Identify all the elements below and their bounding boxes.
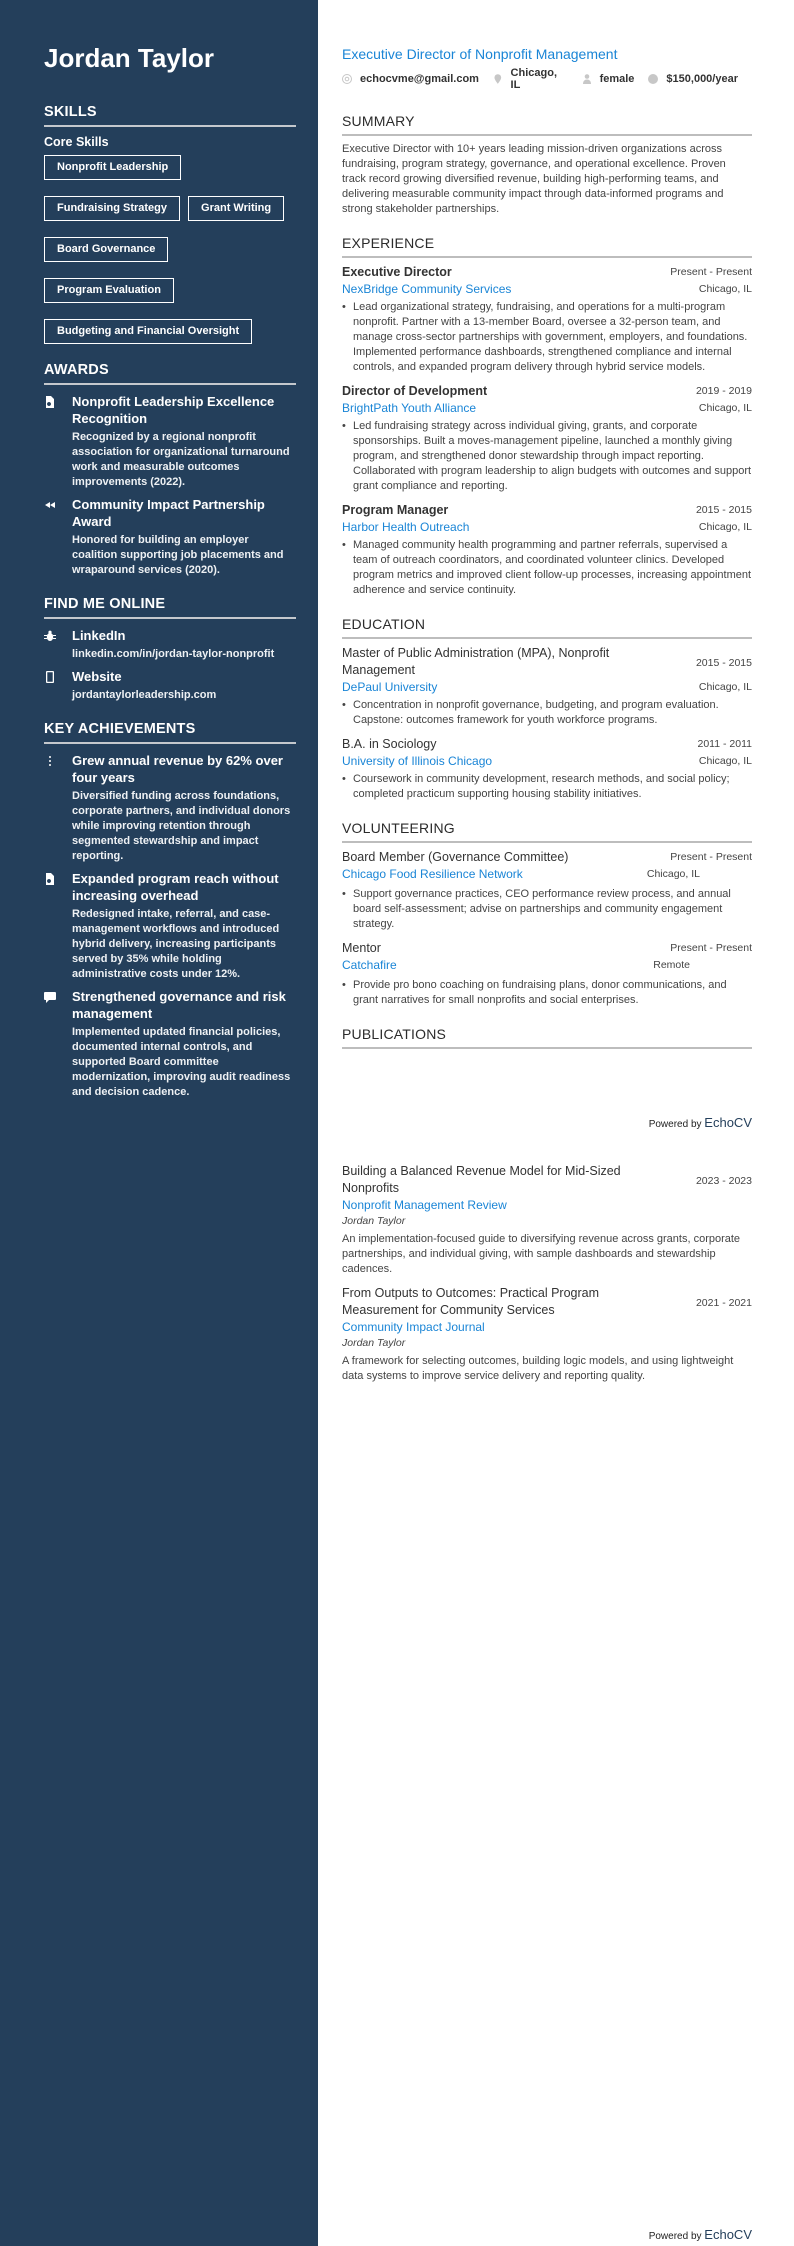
skill-tag: Program Evaluation: [44, 278, 174, 303]
education-heading: EDUCATION: [342, 616, 752, 639]
online-item-website[interactable]: [44, 668, 296, 703]
bullet-item: • Coursework in community development, research methods, and social policy; completed practicum supporting housing stability initiatives.: [342, 772, 752, 802]
date-range: Present - Present: [670, 851, 752, 863]
skills-section: [44, 104, 296, 344]
bullet-item: • Concentration in nonprofit governance, budgeting, and program evaluation. Capstone: outcomes framework for youth workforce programs.: [342, 698, 752, 728]
online-section: [44, 596, 296, 703]
publication-title: Building a Balanced Revenue Model for Mid-Sized Nonprofits: [342, 1164, 621, 1195]
author-name: Jordan Taylor: [342, 1337, 406, 1349]
powered-label: Powered by: [648, 1119, 702, 1130]
education-entry: [342, 736, 752, 802]
volunteering-entry: [342, 940, 752, 1008]
location: Chicago, IL: [698, 755, 752, 767]
skill-tag: Nonprofit Leadership: [44, 155, 181, 180]
powered-by-footer: [649, 1115, 752, 1130]
location: Chicago, IL: [698, 283, 752, 295]
mobile-icon: [44, 668, 72, 703]
degree-title: Master of Public Administration (MPA), Nonprofit Management: [342, 646, 610, 677]
organization-name: NexBridge Community Services: [342, 282, 512, 296]
at-icon: [342, 74, 352, 84]
awards-heading: AWARDS: [44, 362, 296, 385]
bullet-item: • Managed community health programming and partner referrals, supervised a team of outreach coordinators, and coordinated volunteer clinics. Developed program metrics and improved client follow-up processes, increasing appointment adherence and service continuity.: [342, 538, 752, 598]
date-range: 2019 - 2019: [695, 385, 752, 397]
publisher-name: Nonprofit Management Review: [342, 1198, 507, 1212]
publication-entry: [342, 1285, 752, 1384]
candidate-name: Jordan Taylor: [44, 43, 215, 73]
date-range: 2011 - 2011: [697, 738, 752, 750]
rewind-icon: [44, 496, 72, 578]
bug-icon: [44, 627, 72, 662]
contact-email[interactable]: [342, 73, 479, 85]
organization-name: Catchafire: [342, 958, 397, 972]
online-item-linkedin[interactable]: [44, 627, 296, 662]
location-text: Chicago, IL: [510, 67, 557, 91]
organization-name: Harbor Health Outreach: [342, 520, 470, 534]
website-link[interactable]: jordantaylorleadership.com: [72, 689, 217, 701]
skill-tag: Fundraising Strategy: [44, 196, 180, 221]
publications-section: [342, 1026, 752, 1049]
summary-text: Executive Director with 10+ years leading mission-driven organizations across fundraising, program strategy, governance, and operational excellence. Proven track record growing diversified revenue, building high-performing teams, and delivering measurable community impact through data-informed programs and strong stakeholder partnerships.: [342, 143, 726, 215]
salary-text: $150,000/year: [666, 73, 738, 85]
sidebar: [0, 0, 318, 2246]
skill-tag: Budgeting and Financial Oversight: [44, 319, 252, 344]
comment-icon: [44, 988, 72, 1100]
location: Chicago, IL: [698, 681, 752, 693]
organization-name: BrightPath Youth Alliance: [342, 401, 477, 415]
volunteering-heading: VOLUNTEERING: [342, 820, 752, 843]
achievements-section: [44, 721, 296, 1100]
location: Chicago, IL: [646, 868, 700, 880]
date-range: 2023 - 2023: [695, 1175, 752, 1187]
experience-entry: [342, 502, 752, 598]
publication-entry: [342, 1163, 752, 1277]
bullet-item: • Led fundraising strategy across individual giving, grants, and corporate sponsorships. Built a moves-management pipeline, launched a monthly giving program, and strengthened donor stewardship through impact reporting. Collaborated with program leadership to align budgets with outcomes and support grant compliance and reporting.: [342, 419, 752, 494]
date-range: Present - Present: [670, 942, 752, 954]
contact-location: [493, 67, 568, 91]
achievement-desc: Redesigned intake, referral, and case-management workflows and introduced hybrid delivery, increasing participants served by 35% while holding administrative costs under 12%.: [72, 908, 280, 980]
file-certificate-icon: [44, 393, 72, 490]
date-range: Present - Present: [670, 266, 752, 278]
publication-desc: An implementation-focused guide to diversifying revenue across grants, corporate partnerships, and individual giving, with sample dashboards and stewardship cadences.: [342, 1233, 741, 1275]
school-name: DePaul University: [342, 680, 438, 694]
achievement-title: Strengthened governance and risk management: [72, 989, 286, 1021]
achievement-title: Expanded program reach without increasing overhead: [72, 871, 279, 903]
degree-title: B.A. in Sociology: [342, 737, 437, 751]
position-title: Program Manager: [342, 503, 449, 517]
map-pin-icon: [493, 74, 503, 84]
experience-section: [342, 235, 752, 598]
skills-group-label: Core Skills: [44, 135, 109, 149]
volunteering-entry: [342, 849, 752, 932]
contact-bar: [342, 67, 752, 91]
skill-tags: [44, 155, 296, 344]
role-title: Board Member (Governance Committee): [342, 850, 569, 864]
contact-salary: [648, 73, 738, 85]
award-title: Nonprofit Leadership Excellence Recognition: [72, 394, 275, 426]
publications-heading: PUBLICATIONS: [342, 1026, 752, 1049]
education-entry: [342, 645, 752, 728]
organization-name: Chicago Food Resilience Network: [342, 867, 523, 881]
achievements-heading: KEY ACHIEVEMENTS: [44, 721, 296, 744]
brand-name[interactable]: EchoCV: [704, 1115, 752, 1130]
main-content: [342, 46, 752, 1067]
achievement-item: [44, 752, 296, 864]
award-desc: Honored for building an employer coalition supporting job placements and wraparound services (2020).: [72, 534, 284, 576]
school-name: University of Illinois Chicago: [342, 754, 493, 768]
date-range: 2015 - 2015: [695, 657, 752, 669]
achievement-desc: Implemented updated financial policies, documented internal controls, and supported Board committee modernization, improving audit readiness and decision cadence.: [72, 1026, 291, 1098]
bullet-item: • Lead organizational strategy, fundraising, and operations for a multi-program nonprofit. Partner with a 13-member Board, oversee a 32-person team, and manage cross-sector partnerships with government, employers, and foundations. Implemented performance dashboards, strengthened compliance and internal controls, and expanded program delivery through hybrid service models.: [342, 300, 752, 375]
achievement-item: [44, 988, 296, 1100]
job-title: Executive Director of Nonprofit Management: [342, 46, 618, 62]
experience-entry: [342, 264, 752, 375]
achievement-item: [44, 870, 296, 982]
online-heading: FIND ME ONLINE: [44, 596, 296, 619]
summary-heading: SUMMARY: [342, 113, 752, 136]
dollar-coin-icon: [648, 74, 658, 84]
volunteering-section: [342, 820, 752, 1008]
vertical-dots-icon: [44, 752, 72, 864]
education-section: [342, 616, 752, 802]
award-desc: Recognized by a regional nonprofit association for organizational turnaround work and measurable outcomes improvements (2022).: [72, 431, 290, 488]
bullet-item: • Provide pro bono coaching on fundraising plans, donor communications, and grant narratives for small nonprofits and social enterprises.: [342, 978, 752, 1008]
brand-name[interactable]: EchoCV: [704, 2227, 752, 2242]
gender-text: female: [599, 73, 635, 85]
award-item: [44, 393, 296, 490]
achievement-desc: Diversified funding across foundations, corporate partners, and individual donors while improving retention through segmented stewardship and impact reporting.: [72, 790, 291, 862]
date-range: 2015 - 2015: [695, 504, 752, 516]
publications-list: [342, 1163, 752, 1392]
awards-section: [44, 362, 296, 578]
bullet-item: • Support governance practices, CEO performance review process, and annual board self-assessment; advise on partnerships and community engagement strategy.: [342, 887, 752, 932]
author-name: Jordan Taylor: [342, 1215, 406, 1227]
experience-entry: [342, 383, 752, 494]
award-item: [44, 496, 296, 578]
user-icon: [582, 74, 592, 84]
location: Chicago, IL: [698, 402, 752, 414]
email-text: echocvme@gmail.com: [360, 73, 479, 85]
position-title: Director of Development: [342, 384, 488, 398]
date-range: 2021 - 2021: [695, 1297, 752, 1309]
skill-tag: Grant Writing: [188, 196, 284, 221]
skills-heading: SKILLS: [44, 104, 296, 127]
skill-tag: Board Governance: [44, 237, 168, 262]
publication-title: From Outputs to Outcomes: Practical Program Measurement for Community Services: [342, 1286, 600, 1317]
experience-heading: EXPERIENCE: [342, 235, 752, 258]
location: Remote: [653, 959, 690, 971]
award-title: Community Impact Partnership Award: [72, 497, 265, 529]
publisher-name: Community Impact Journal: [342, 1320, 485, 1334]
powered-label: Powered by: [648, 2231, 702, 2242]
summary-section: [342, 113, 752, 217]
position-title: Executive Director: [342, 265, 452, 279]
powered-by-footer: [649, 2227, 752, 2242]
location: Chicago, IL: [698, 521, 752, 533]
role-title: Mentor: [342, 941, 381, 955]
linkedin-link[interactable]: linkedin.com/in/jordan-taylor-nonprofit: [72, 648, 275, 660]
online-label: Website: [72, 669, 122, 684]
online-label: LinkedIn: [72, 628, 126, 643]
file-certificate-icon: [44, 870, 72, 982]
achievement-title: Grew annual revenue by 62% over four years: [72, 753, 283, 785]
contact-gender: [582, 73, 635, 85]
publication-desc: A framework for selecting outcomes, building logic models, and using lightweight data systems to improve service delivery and reporting quality.: [342, 1355, 734, 1382]
